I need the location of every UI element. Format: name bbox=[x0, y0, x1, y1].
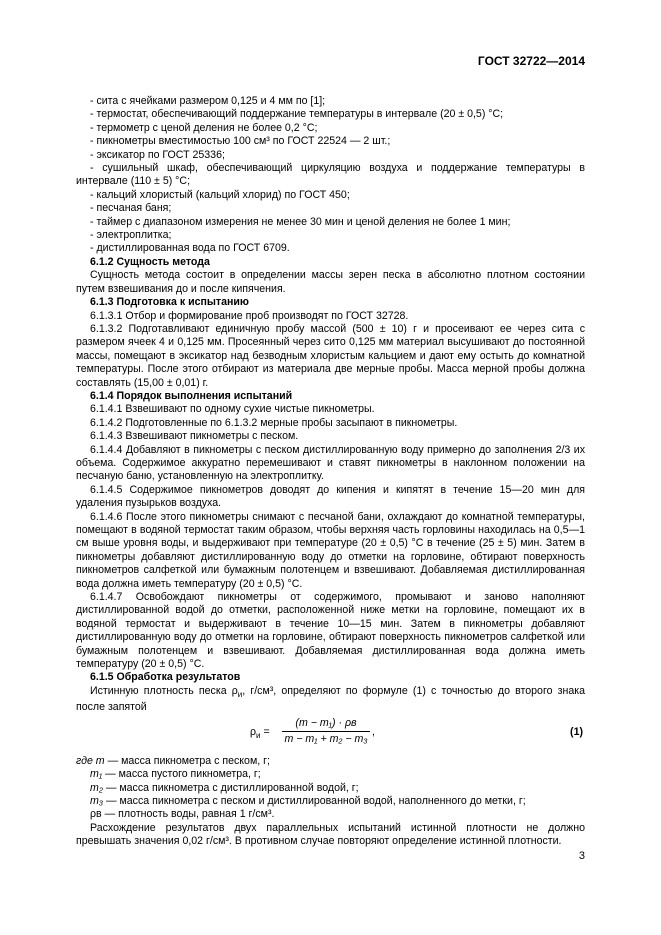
list-item: - кальций хлористый (кальций хлорид) по ГОСТ 450; bbox=[90, 188, 350, 201]
list-item: - дистиллированная вода по ГОСТ 6709. bbox=[90, 242, 290, 255]
formula-number: (1) bbox=[570, 725, 583, 738]
list-item: - песчаная баня; bbox=[90, 202, 172, 215]
page-content bbox=[76, 95, 585, 849]
formula-lhs: $\rho_и$ = bbox=[250, 725, 270, 740]
list-item: - пикнометры вместимостью 100 см³ по ГОСТ 22524 — 2 шт.; bbox=[90, 135, 391, 148]
list-item: - сита с ячейками размером 0,125 и 4 мм по [1]; bbox=[90, 95, 326, 107]
formula-fraction bbox=[282, 717, 370, 747]
section-heading: 6.1.2 Сущность метода bbox=[90, 255, 210, 268]
equipment-list bbox=[76, 95, 585, 256]
page-number: 3 bbox=[578, 850, 585, 862]
list-item: - эксикатор по ГОСТ 25336; bbox=[90, 148, 225, 161]
variable-legend bbox=[76, 755, 585, 822]
paragraph: Сущность метода состоит в определении массы зерен песка в абсолютно плотном состоянии путем взвешивания до и после кипячения. bbox=[76, 269, 585, 295]
formula-denominator: m − m₁ + m₂ − m₃ bbox=[284, 733, 368, 746]
paragraph: 6.1.4.5 Содержимое пикнометров доводят до кипения и кипятят в течение 15—20 мин для удаления пузырьков воздуха. bbox=[76, 483, 585, 510]
legend-row: где m — масса пикнометра с песком, г; bbox=[76, 754, 270, 767]
paragraph: 6.1.4.1 Взвешивают по одному сухие чистые пикнометры. bbox=[90, 403, 375, 416]
paragraph: 6.1.3.2 Подготавливают единичную пробу массой (500 ± 10) г и просеивают ее через сита с размером ячеек 4 и 0,125 мм. Просеянный через сито 0,125 мм материал высушивают до постоянной массы, помещают в эксикатор над безводным хлористым кальцием и дают ему остыть до комнатной температуры. После этого отбирают из материала две мерные пробы. Масса мерной пробы должна составлять (15,00 ± 0,01) г. bbox=[76, 322, 585, 389]
formula-1: $\rho_и$ = (m − m₁) · ρв m − m₁ + m₂ − m₃ , (1) bbox=[250, 716, 583, 746]
legend-row: m₃ — масса пикнометра с песком и дистиллированной водой, наполненного до метки, г; bbox=[90, 795, 526, 808]
list-item: - электроплитка; bbox=[90, 229, 172, 242]
paragraph: 6.1.4.2 Подготовленные по 6.1.3.2 мерные пробы засыпают в пикнометры. bbox=[90, 416, 458, 429]
paragraph: Расхождение результатов двух параллельных испытаний истинной плотности не должно превышать значения 0,02 г/см³. В противном случае повторяют определение истинной плотности. bbox=[76, 821, 585, 848]
paragraph: 6.1.3.1 Отбор и формирование проб производят по ГОСТ 32728. bbox=[90, 309, 409, 322]
list-item: - таймер с диапазоном измерения не менее 30 мин и ценой деления не более 1 мин; bbox=[90, 215, 511, 228]
paragraph: 6.1.4.3 Взвешивают пикнометры с песком. bbox=[90, 430, 299, 443]
paragraph: 6.1.4.7 Освобождают пикнометры от содержимого, промывают и заново наполняют дистиллированной водой до отметки, расположенной ниже метки на горловине, помещают их в водяной термостат и выдерживают в течение 10—15 мин. Затем в пикнометры добавляют дистиллированную воду до отметки на горловине, обтирают поверхность пикнометров салфеткой или бумажным полотенцем и взвешивают. Добавляемая дистиллированная вода должна иметь температуру (20 ± 0,5) °С. bbox=[76, 591, 585, 671]
legend-row: m₂ — масса пикнометра с дистиллированной водой, г; bbox=[90, 781, 359, 794]
standard-header: ГОСТ 32722—2014 bbox=[477, 54, 585, 68]
list-item: - термометр с ценой деления не более 0,2 °С; bbox=[90, 121, 318, 134]
formula-intro: Истинную плотность песка $\rho_и$, г/см³, определяют по формуле (1) с точностью до второго знака после запятой bbox=[76, 684, 585, 714]
paragraph: 6.1.4.6 После этого пикнометры снимают с песчаной бани, охлаждают до комнатной температуры, помещают в водяной термостат таким образом, чтобы верхняя часть горловины находилась на 0,5—1 см выше уровня воды, и выдерживают при температуре (20 ± 0,5) °С в течение (25 ± 5) мин. Затем в пикнометры добавляют дистиллированную воду до отметки на горловине, обтирают поверхность пикнометров салфеткой или бумажным полотенцем и взвешивают. Добавляемая дистиллированная вода должна иметь температуру (20 ± 0,5) °С. bbox=[76, 510, 585, 590]
section-heading: 6.1.3 Подготовка к испытанию bbox=[90, 296, 249, 309]
paragraph: 6.1.4.4 Добавляют в пикнометры с песком дистиллированную воду примерно до заполнения 2/3 их объема. Содержимое аккуратно перемешивают и ставят пикнометры в наклонном положении на песчаную баню, установленную на электроплитку. bbox=[76, 443, 585, 483]
legend-row: m₁ — масса пустого пикнометра, г; bbox=[90, 768, 261, 781]
list-item: - термостат, обеспечивающий поддержание температуры в интервале (20 ± 0,5) °С; bbox=[90, 108, 504, 121]
list-item: - сушильный шкаф, обеспечивающий циркуляцию воздуха и поддержание температуры в интервале (110 ± 5) °С; bbox=[76, 162, 585, 188]
formula-numerator: (m − m₁) · ρв bbox=[282, 717, 370, 732]
section-heading: 6.1.5 Обработка результатов bbox=[90, 671, 241, 684]
legend-row: ρв — плотность воды, равная 1 г/см³. bbox=[90, 808, 275, 821]
section-heading: 6.1.4 Порядок выполнения испытаний bbox=[90, 389, 293, 402]
